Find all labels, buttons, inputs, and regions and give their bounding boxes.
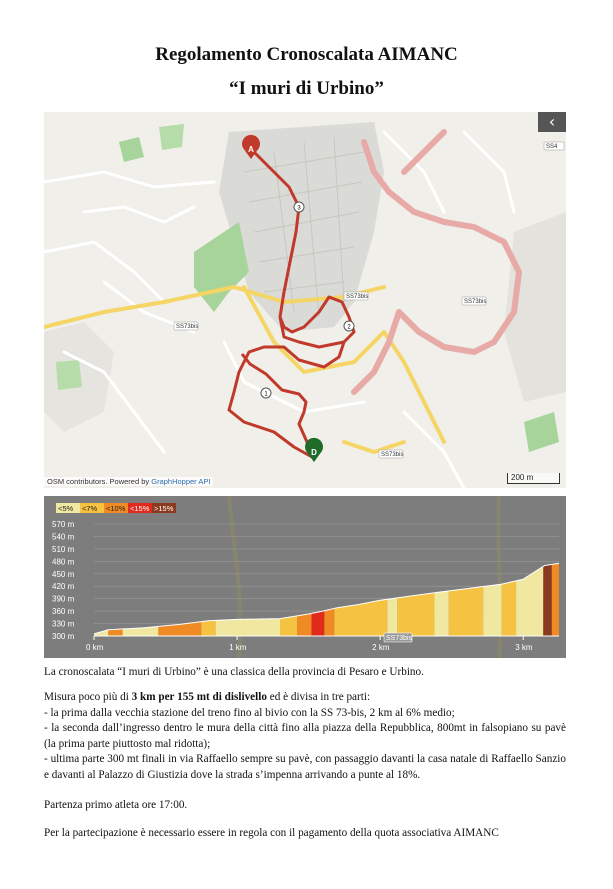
y-tick-label: 570 m [52,520,75,529]
road-label: SS73bis [346,294,369,300]
x-tick-label: 0 km [86,643,104,652]
part-two: - la seconda dall’ingresso dentro le mura della città fino alla piazza della Repubblica, 800mt in falsopiano su pavè (la prima parte piuttosto mal ridotta); [44,722,566,750]
y-tick-label: 360 m [52,607,75,617]
park-area [56,360,82,390]
y-tick-label: 480 m [52,557,75,567]
profile-segment [552,563,559,636]
part-three: - ultima parte 300 mt finali in via Raffaello sempre su pavè, con passaggio davanti la casa natale di Raffaello Sanzio e davanti al Palazzo di Giustizia dove la strada s’impenna arrivando a punte al 18%. [44,753,566,781]
map-attribution [44,477,213,486]
profile-segment [543,564,552,636]
document-subtitle: “I muri di Urbino” [229,78,384,99]
attribution-text: contributors. Powered by [64,477,152,486]
legend-label: <15% [130,504,150,513]
distance-paragraph [44,690,566,783]
start-marker-label: A [248,145,254,154]
y-tick-label: 330 m [52,619,75,629]
profile-segment [449,587,483,637]
road-label: SS4 [546,144,558,150]
waypoint-3: 3 [297,205,301,212]
part-one: - la prima dalla vecchia stazione del treno fino al bivio con la SS 73-bis, 2 km al 6% medio; [44,706,455,719]
graphhopper-link[interactable]: GraphHopper API [151,477,211,486]
document-title: Regolamento Cronoscalata AIMANC [155,44,458,65]
profile-segment [334,599,387,636]
map-scale: 200 m [507,473,560,484]
road-label: SS73bis [464,299,487,305]
profile-segment [324,609,334,637]
y-tick-label: 300 m [52,632,75,641]
intro-paragraph: La cronoscalata “I muri di Urbino” è una classica della provincia di Pesaro e Urbino. [44,666,424,678]
distance-tail: ed è divisa in tre parti: [266,691,371,703]
profile-segment [397,593,434,636]
park-area [194,222,249,312]
elevation-profile [44,496,566,658]
x-tick-label: 1 km [229,643,247,652]
park-area [159,124,184,150]
legend-label: <7% [82,504,98,513]
participation-paragraph: Per la partecipazione è necessario essere in regola con il pagamento della quota associativa AIMANC [44,827,499,839]
distance-intro: Misura poco più di [44,691,132,703]
profile-segment [516,566,543,636]
y-tick-label: 450 m [52,569,75,579]
y-tick-label: 420 m [52,582,75,592]
park-area [524,412,559,452]
profile-segment [311,611,324,636]
profile-segment [280,616,297,636]
y-tick-label: 540 m [52,532,75,542]
road-label: SS73bis [381,452,404,458]
end-marker[interactable] [305,438,323,462]
profile-segment [297,613,311,636]
legend-label: >15% [154,504,174,513]
map-canvas [44,112,566,488]
profile-segment [502,581,516,636]
y-tick-label: 510 m [52,544,75,554]
route-map[interactable] [44,112,566,488]
elevation-chart [44,496,566,658]
osm-link[interactable]: OSM [47,477,65,486]
road-label: SS73bis [176,324,199,330]
profile-segment [435,591,449,636]
profile-segment [483,584,502,636]
distance-highlight: 3 km per 155 mt di dislivello [131,691,267,703]
road-label: SS73bis [386,635,413,642]
waypoint-2: 2 [347,324,351,331]
waypoint-1: 1 [264,391,268,398]
start-time-paragraph: Partenza primo atleta ore 17:00. [44,799,188,811]
y-tick-label: 390 m [52,594,75,604]
x-tick-label: 3 km [515,643,533,652]
chevron-left-icon[interactable]: ‹ [538,112,566,132]
park-area [119,137,144,162]
x-tick-label: 2 km [372,643,390,652]
legend-label: <5% [58,504,74,513]
legend-label: <10% [106,504,126,513]
profile-segment [216,619,280,636]
profile-segment [387,598,397,636]
profile-segment [201,620,215,636]
end-marker-label: D [311,448,317,457]
